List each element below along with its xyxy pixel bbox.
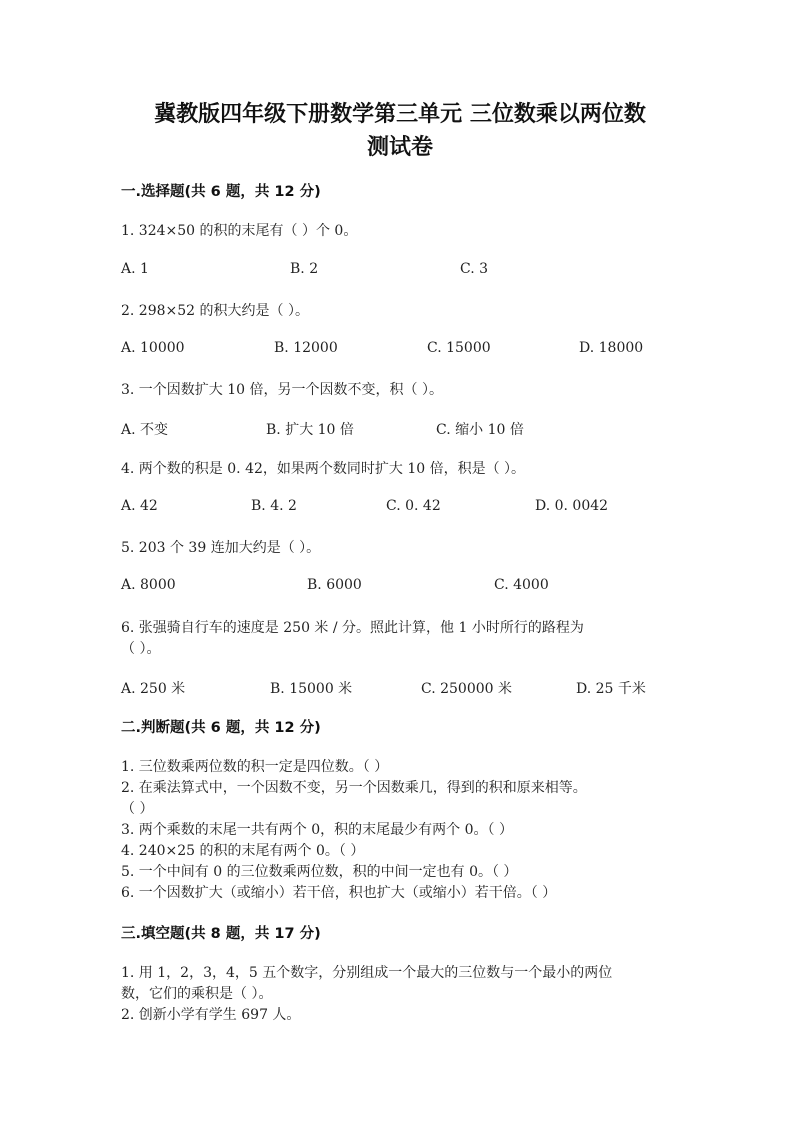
title-line-1: 冀教版四年级下册数学第三单元 三位数乘以两位数: [154, 102, 646, 127]
question-1-6-cont: （ ）。: [121, 641, 161, 657]
fill-item-1: 1. 用 1，2，3，4，5 五个数字，分别组成一个最大的三位数与一个最小的两位: [121, 965, 613, 981]
option-1-4-c: C. 0. 42: [386, 498, 441, 514]
fill-item-1-cont: 数，它们的乘积是（ ）。: [121, 986, 273, 1002]
question-1-4: 4. 两个数的积是 0. 42，如果两个数同时扩大 10 倍，积是（ ）。: [121, 461, 526, 477]
question-1-2: 2. 298×52 的积大约是（ ）。: [121, 303, 309, 319]
question-1-5: 5. 203 个 39 连加大约是（ ）。: [121, 540, 321, 556]
option-1-6-b: B. 15000 米: [270, 681, 353, 697]
option-1-2-d: D. 18000: [579, 340, 644, 356]
option-1-5-a: A. 8000: [121, 577, 176, 593]
option-1-2-c: C. 15000: [427, 340, 491, 356]
option-1-5-b: B. 6000: [307, 577, 362, 593]
judge-item-5: 5. 一个中间有 0 的三位数乘两位数，积的中间一定也有 0。（ ）: [121, 864, 518, 880]
judge-item-1: 1. 三位数乘两位数的积一定是四位数。（ ）: [121, 759, 389, 775]
option-1-2-b: B. 12000: [274, 340, 338, 356]
judge-item-6: 6. 一个因数扩大（或缩小）若干倍，积也扩大（或缩小）若干倍。（ ）: [121, 885, 557, 901]
option-1-6-a: A. 250 米: [121, 681, 186, 697]
option-1-2-a: A. 10000: [121, 340, 185, 356]
option-1-6-d: D. 25 千米: [576, 681, 646, 697]
fill-item-2: 2. 创新小学有学生 697 人。: [121, 1007, 301, 1023]
option-1-6-c: C. 250000 米: [421, 681, 513, 697]
option-1-4-d: D. 0. 0042: [535, 498, 609, 514]
option-1-3-a: A. 不变: [121, 422, 169, 438]
section-3-heading: 三.填空题(共 8 题，共 17 分): [121, 926, 321, 942]
option-1-1-b: B. 2: [290, 261, 319, 277]
option-1-1-c: C. 3: [460, 261, 489, 277]
judge-item-2: 2. 在乘法算式中，一个因数不变，另一个因数乘几，得到的积和原来相等。: [121, 780, 587, 796]
judge-item-2-cont: （ ）: [121, 801, 154, 817]
section-2-heading: 二.判断题(共 6 题，共 12 分): [121, 720, 321, 736]
judge-item-4: 4. 240×25 的积的末尾有两个 0。（ ）: [121, 843, 365, 859]
option-1-3-b: B. 扩大 10 倍: [266, 422, 354, 438]
question-1-6: 6. 张强骑自行车的速度是 250 米 / 分。照此计算，他 1 小时所行的路程为: [121, 620, 584, 636]
question-1-1: 1. 324×50 的积的末尾有（ ）个 0。: [121, 223, 358, 239]
judge-item-3: 3. 两个乘数的末尾一共有两个 0，积的末尾最少有两个 0。（ ）: [121, 822, 513, 838]
section-1-heading: 一.选择题(共 6 题，共 12 分): [121, 184, 321, 200]
option-1-3-c: C. 缩小 10 倍: [436, 422, 524, 438]
option-1-4-b: B. 4. 2: [251, 498, 297, 514]
option-1-5-c: C. 4000: [494, 577, 549, 593]
option-1-4-a: A. 42: [121, 498, 158, 514]
question-1-3: 3. 一个因数扩大 10 倍，另一个因数不变，积（ ）。: [121, 382, 443, 398]
title-line-2: 测试卷: [366, 135, 433, 160]
option-1-1-a: A. 1: [121, 261, 149, 277]
